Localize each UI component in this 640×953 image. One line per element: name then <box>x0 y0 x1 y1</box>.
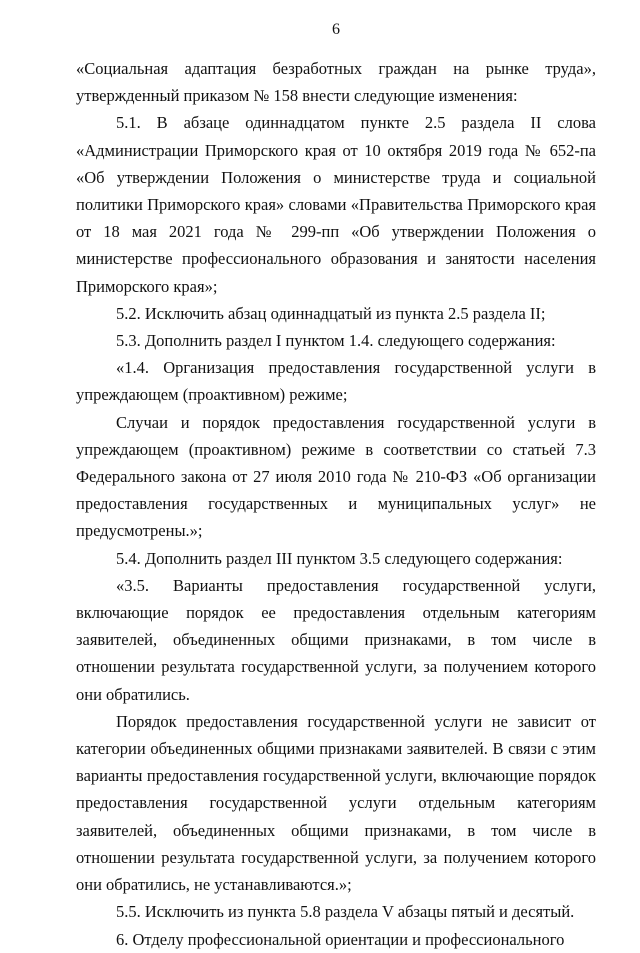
paragraph-1-4: «1.4. Организация предоставления государственной услуги в упреждающем (проактивном) режиме; <box>76 358 596 405</box>
paragraph-5-1: 5.1. В абзаце одиннадцатом пункте 2.5 раздела II слова «Администрации Приморского края от 10 октября 2019 года № 652-па «Об утверждении Положения о министерстве труда и социальной политики Приморского края» словами «Правительства Приморского края от 18 мая 2021 года № 299-пп «Об утверждении Положения о министерстве профессионального образования и занятости населения Приморского края»; <box>76 113 596 296</box>
paragraph-cases: Случаи и порядок предоставления государственной услуги в упреждающем (проактивном) режиме в соответствии со статьей 7.3 Федерального закона от 27 июля 2010 года № 210-ФЗ «Об организации предоставления государственных и муниципальных услуг» не предусмотрены.»; <box>76 412 596 541</box>
paragraph-6: 6. Отделу профессиональной ориентации и профессионального <box>116 929 565 949</box>
page-number: 6 <box>332 21 340 38</box>
paragraph-5-3: 5.3. Дополнить раздел I пунктом 1.4. следующего содержания: <box>116 331 556 351</box>
paragraph-5-5: 5.5. Исключить из пункта 5.8 раздела V абзацы пятый и десятый. <box>116 902 575 922</box>
paragraph-continuation: «Социальная адаптация безработных граждан на рынке труда», утвержденный приказом № 158 внести следующие изменения: <box>76 59 596 106</box>
paragraph-5-2: 5.2. Исключить абзац одиннадцатый из пункта 2.5 раздела II; <box>116 303 546 323</box>
document-page <box>76 20 596 953</box>
paragraph-3-5: «3.5. Варианты предоставления государственной услуги, включающие порядок ее предоставления отдельным категориям заявителей, объединенных общими признаками, в том числе в отношении результата государственной услуги, за получением которого они обратились. <box>76 575 596 704</box>
paragraph-5-4: 5.4. Дополнить раздел III пунктом 3.5 следующего содержания: <box>116 548 563 568</box>
paragraph-procedure: Порядок предоставления государственной услуги не зависит от категории объединенных общими признаками заявителей. В связи с этим варианты предоставления государственной услуги, включающие порядок предоставления государственной услуги отдельным категориям заявителей, объединенных общими признаками, в том числе в отношении результата государственной услуги, за получением которого они обратились, не устанавливаются.»; <box>76 711 596 895</box>
